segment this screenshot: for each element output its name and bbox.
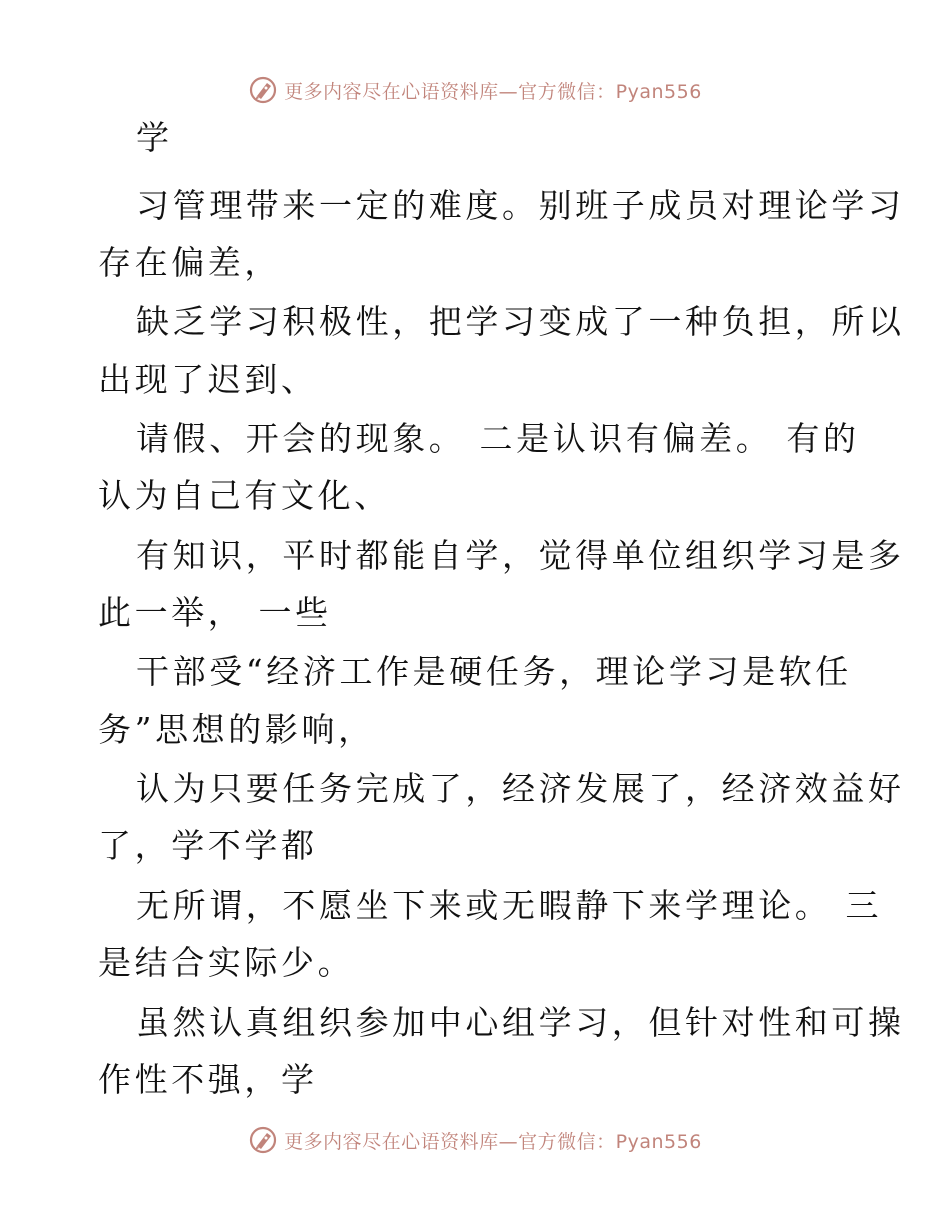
text-line: 作性不强，学 (98, 1060, 318, 1099)
text-line: 认为自己有文化、 (98, 476, 391, 515)
header-banner (0, 70, 950, 110)
text-line: 有知识，平时都能自学，觉得单位组织学习是多 (136, 536, 905, 575)
text-line: 此一举， 一些 (98, 593, 332, 632)
pen-nib-logo-icon (248, 75, 278, 105)
text-line: 缺乏学习积极性，把学习变成了一种负担，所以 (136, 302, 905, 341)
footer-banner-text: 更多内容尽在心语资料库—官方微信：Pyan556 (284, 1130, 702, 1153)
text-line: 虽然认真组织参加中心组学习，但针对性和可操 (136, 1003, 905, 1042)
pen-nib-logo-icon (248, 1125, 278, 1155)
header-banner-text: 更多内容尽在心语资料库—官方微信：Pyan556 (284, 80, 702, 103)
text-line: 习管理带来一定的难度。别班子成员对理论学习 (136, 186, 905, 225)
text-line: 认为只要任务完成了，经济发展了，经济效益好 (136, 769, 905, 808)
text-line: 务”思想的影响， (98, 710, 375, 749)
text-line: 请假、开会的现象。 二是认识有偏差。 有的 (136, 419, 860, 458)
text-line: 学 (136, 118, 173, 157)
text-line: 了，学不学都 (98, 826, 318, 865)
text-line: 存在偏差， (98, 243, 281, 282)
footer-banner (0, 1120, 950, 1160)
text-line: 出现了迟到、 (98, 360, 318, 399)
text-line: 干部受“经济工作是硬任务，理论学习是软任 (136, 652, 852, 691)
text-line: 无所谓，不愿坐下来或无暇静下来学理论。 三 (136, 886, 883, 925)
text-line: 是结合实际少。 (98, 943, 355, 982)
